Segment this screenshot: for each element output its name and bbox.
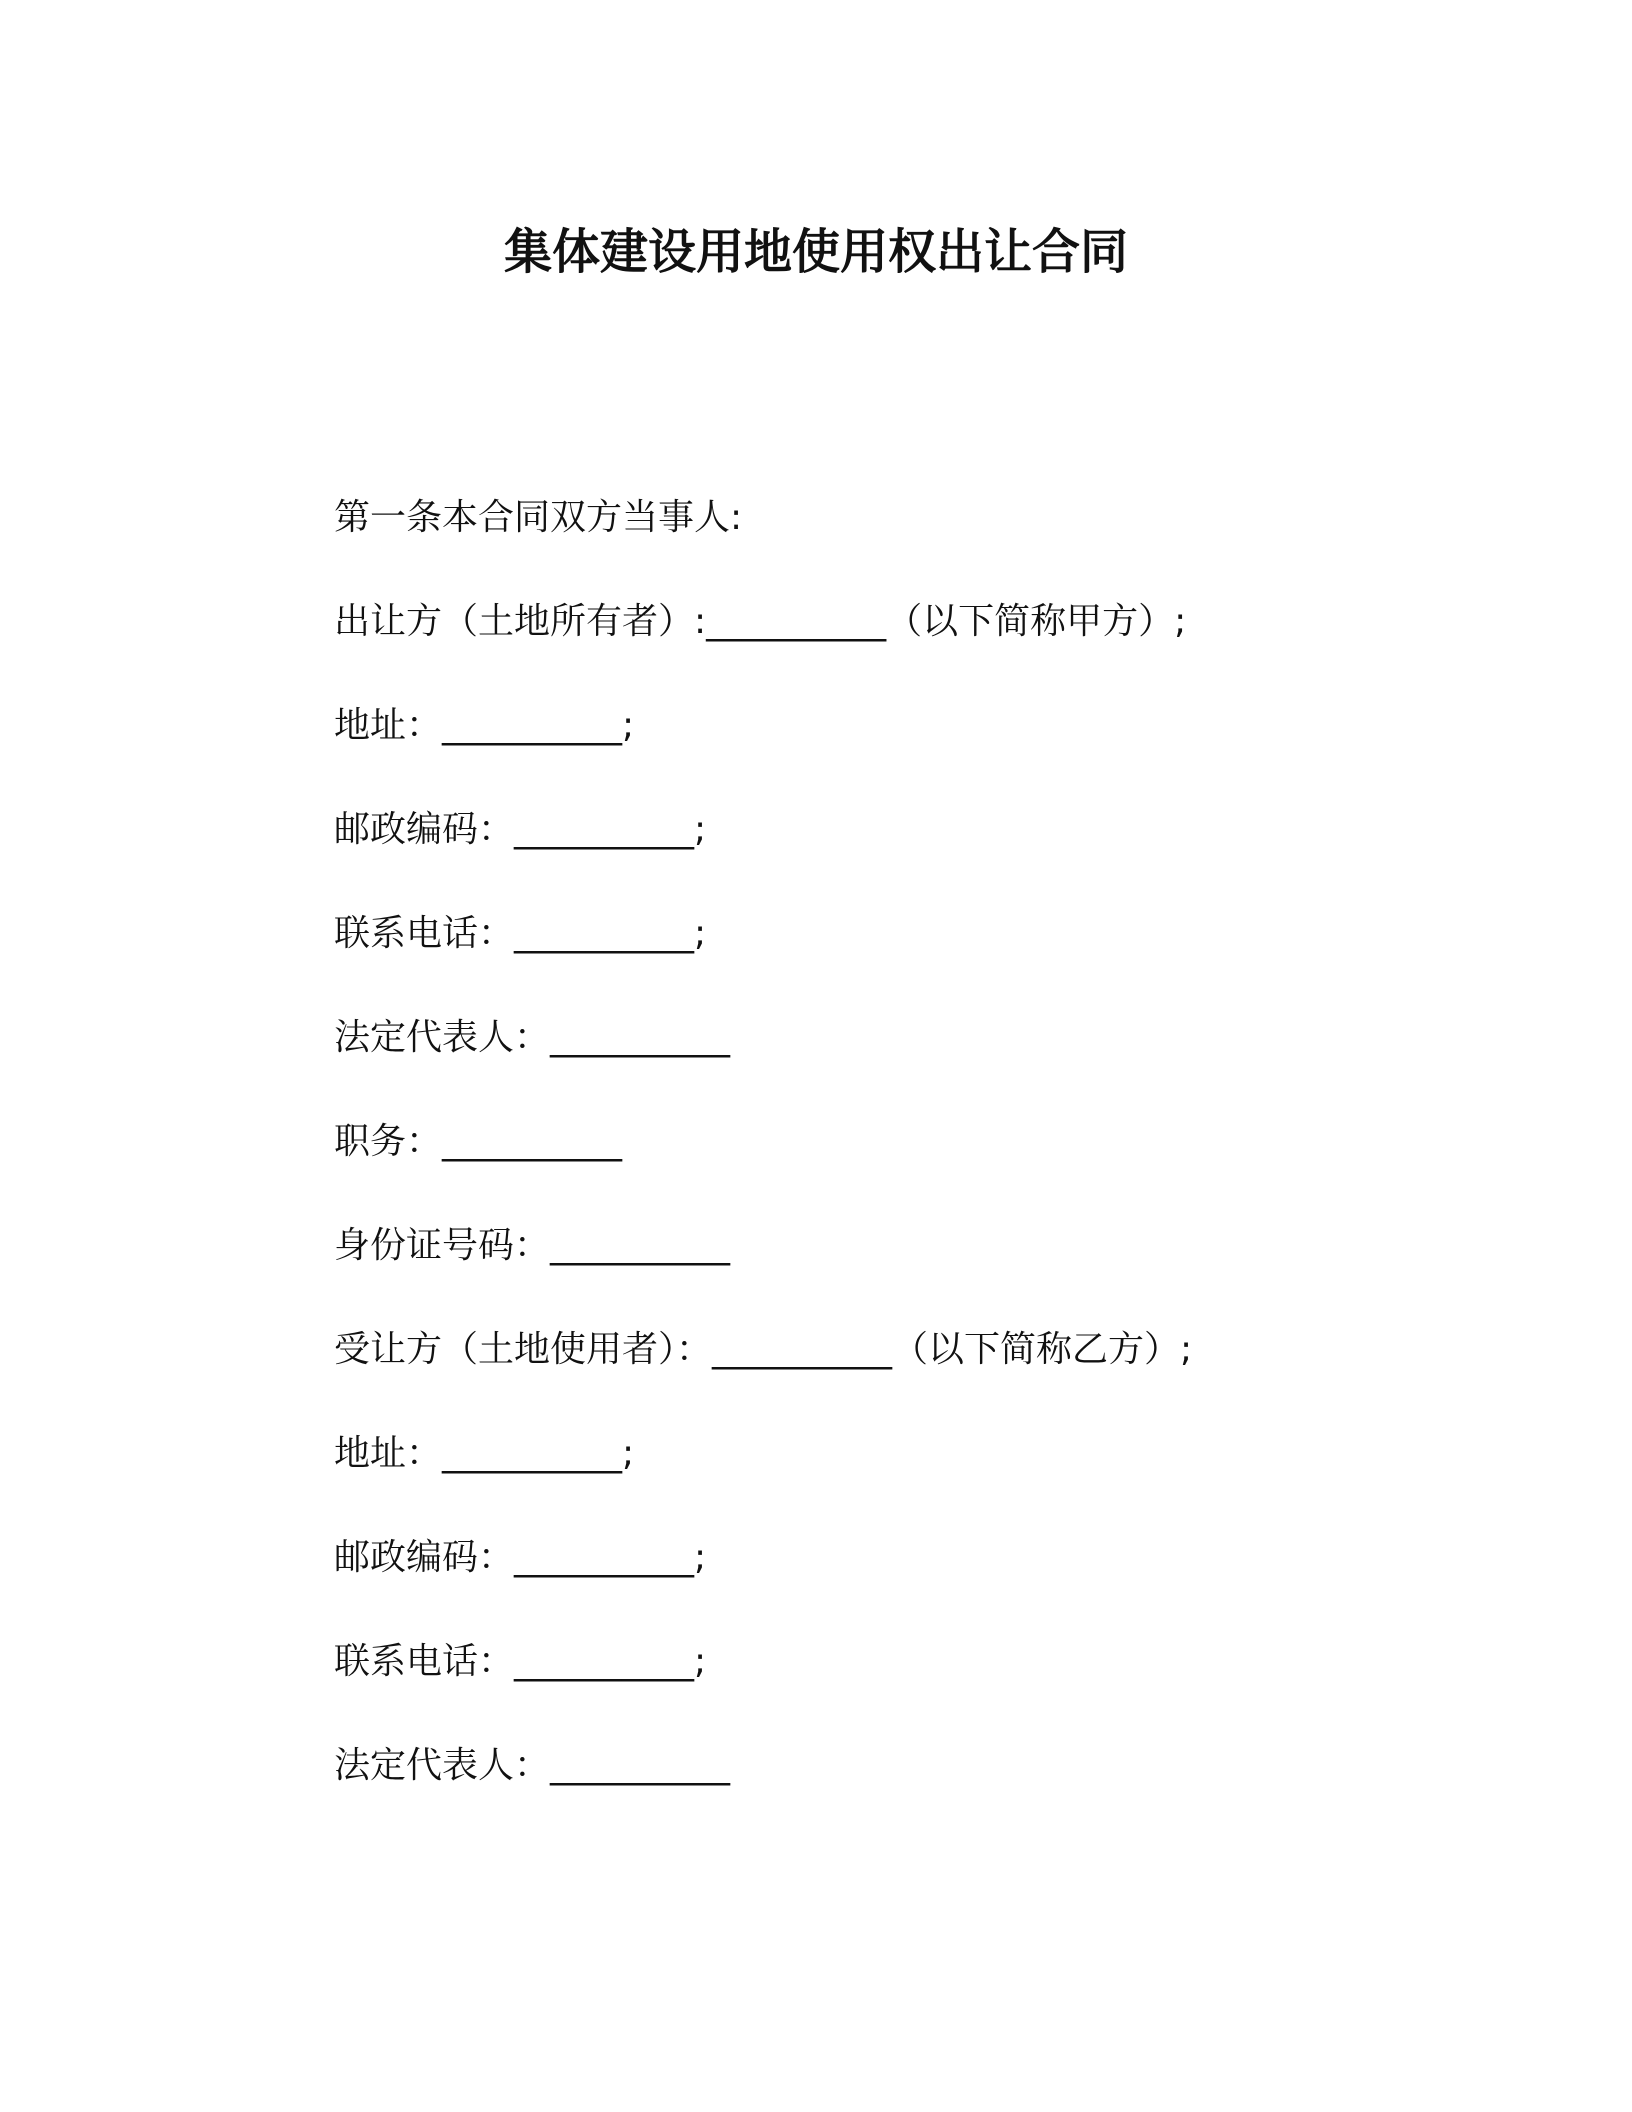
article-title: 本合同双方当事人:: [442, 497, 743, 538]
grantee-name-line: 受让方（土地使用者）：__________（以下简称乙方）;: [334, 1329, 1193, 1370]
grantor-postal-code-line: 邮政编码：__________;: [334, 809, 707, 850]
grantee-postal-code-line: 邮政编码：__________;: [334, 1537, 707, 1578]
grantor-name-line: 出让方（土地所有者）:__________（以下简称甲方）;: [334, 601, 1187, 642]
document-title: 集体建设用地使用权出让合同: [503, 224, 1128, 280]
article-number: 第一条: [334, 497, 443, 538]
grantor-position-line: 职务：__________: [334, 1121, 623, 1162]
article-1-heading: [334, 490, 1434, 594]
grantor-address-line: 地址：__________;: [334, 705, 635, 746]
grantor-id-number-line: 身份证号码：__________: [334, 1225, 731, 1266]
grantee-address-line: 地址：__________;: [334, 1433, 635, 1474]
grantee-phone-line: 联系电话：__________;: [334, 1641, 707, 1682]
grantee-legal-rep-line: 法定代表人：__________: [334, 1745, 731, 1786]
document-body: [334, 490, 1434, 1842]
grantor-legal-rep-line: 法定代表人：__________: [334, 1017, 731, 1058]
grantor-phone-line: 联系电话：__________;: [334, 913, 707, 954]
